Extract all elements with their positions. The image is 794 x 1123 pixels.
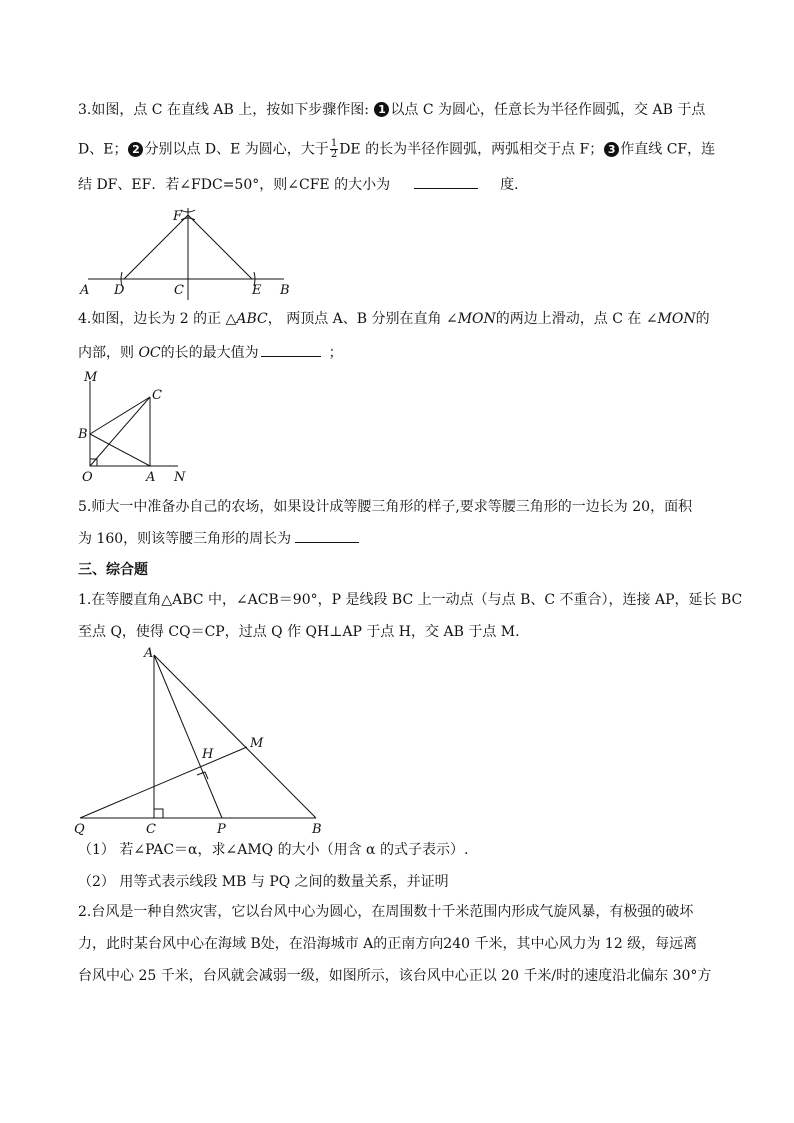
segment-oc bbox=[90, 397, 150, 466]
label-f: F bbox=[173, 209, 183, 224]
label-a: A bbox=[144, 646, 154, 661]
label-c: C bbox=[174, 283, 184, 298]
label-c: C bbox=[152, 388, 162, 403]
segment-qm bbox=[80, 747, 247, 818]
q4-figure bbox=[78, 369, 208, 484]
p2-line-1: 2.台风是一种自然灾害，它以台风中心为圆心，在周围数十千米范围内形成气旋风暴，有极强的破坏 bbox=[78, 904, 694, 920]
segment-ef bbox=[188, 215, 252, 279]
segment-df bbox=[124, 215, 188, 279]
segment-bc bbox=[90, 397, 150, 434]
label-h: H bbox=[202, 747, 214, 762]
q3-line-1: 3.如图，点 C 在直线 AB 上，按如下步骤作图: 1 以点 C 为圆心，任意长为半径作圆弧，交 AB 于点 bbox=[78, 102, 706, 118]
q5-line-1: 5.师大一中准备办自己的农场，如果设计成等腰三角形的样子,要求等腰三角形的一边长为 20，面积 bbox=[78, 499, 693, 515]
label-o: O bbox=[82, 470, 93, 485]
label-p: P bbox=[217, 822, 226, 837]
right-angle-c bbox=[154, 809, 163, 818]
label-a: A bbox=[146, 470, 156, 485]
segment-ab bbox=[90, 434, 150, 466]
q3-figure bbox=[78, 208, 308, 298]
q3-line-3: 结 DF、EF．若∠FDC=50°，则∠CFE 的大小为 度． bbox=[78, 174, 528, 195]
answer-blank bbox=[414, 174, 478, 189]
fraction-one-half: $\frac{1}{2}$ bbox=[330, 138, 338, 160]
label-b: B bbox=[312, 822, 322, 837]
p1-sub-1: （1） 若∠PAC＝α，求∠AMQ 的大小（用含 α 的式子表示）. bbox=[78, 842, 469, 858]
step-1-marker: 1 bbox=[374, 102, 389, 117]
label-m: M bbox=[250, 736, 264, 751]
p2-line-3: 台风中心 25 千米，台风就会减弱一级，如图所示，该台风中心正以 20 千米/时的速度沿北偏东 30°方 bbox=[78, 968, 712, 984]
q4-line-1: 4.如图，边长为 2 的正 △ABC， 两顶点 A、B 分别在直角 ∠MON的两边上滑动，点 C 在 ∠MON的 bbox=[78, 311, 710, 327]
right-angle-h bbox=[197, 772, 208, 779]
p1-figure bbox=[72, 645, 332, 835]
p2-line-2: 力，此时某台风中心在海域 B处，在沿海城市 A的正南方向240 千米，其中心风力为 12 级，每远离 bbox=[78, 936, 698, 952]
label-b: B bbox=[78, 427, 88, 442]
p1-line-2: 至点 Q，使得 CQ＝CP，过点 Q 作 QH⊥AP 于点 H，交 AB 于点 M. bbox=[78, 624, 520, 640]
label-d: D bbox=[114, 283, 125, 298]
label-c: C bbox=[146, 822, 156, 837]
step-3-marker: 3 bbox=[604, 142, 619, 157]
q3-line-2: D、E； 2 分别以点 D、E 为圆心，大于 $\frac{1}{2}$ DE 的长为半径作圆弧，两弧相交于点 F； 3 作直线 CF，连 bbox=[78, 138, 716, 160]
label-e: E bbox=[252, 283, 262, 298]
p1-sub-2: （2） 用等式表示线段 MB 与 PQ 之间的数量关系，并证明 bbox=[78, 874, 449, 890]
label-q: Q bbox=[74, 822, 85, 837]
label-a: A bbox=[80, 283, 90, 298]
label-n: N bbox=[174, 470, 186, 485]
segment-ab bbox=[154, 655, 316, 818]
label-b: B bbox=[280, 283, 290, 298]
q5-line-2: 为 160，则该等腰三角形的周长为 bbox=[78, 528, 359, 549]
segment-ap bbox=[154, 655, 222, 818]
p1-line-1: 1.在等腰直角△ABC 中，∠ACB＝90°，P 是线段 BC 上一动点（与点 B、C 不重合），连接 AP，延长 BC bbox=[78, 592, 743, 608]
step-2-marker: 2 bbox=[128, 142, 143, 157]
q4-line-2: 内部，则 OC的长的最大值为 ； bbox=[78, 342, 343, 363]
label-m: M bbox=[84, 370, 98, 385]
section-heading: 三、综合题 bbox=[78, 562, 148, 578]
answer-blank bbox=[295, 528, 359, 543]
answer-blank bbox=[261, 342, 321, 357]
